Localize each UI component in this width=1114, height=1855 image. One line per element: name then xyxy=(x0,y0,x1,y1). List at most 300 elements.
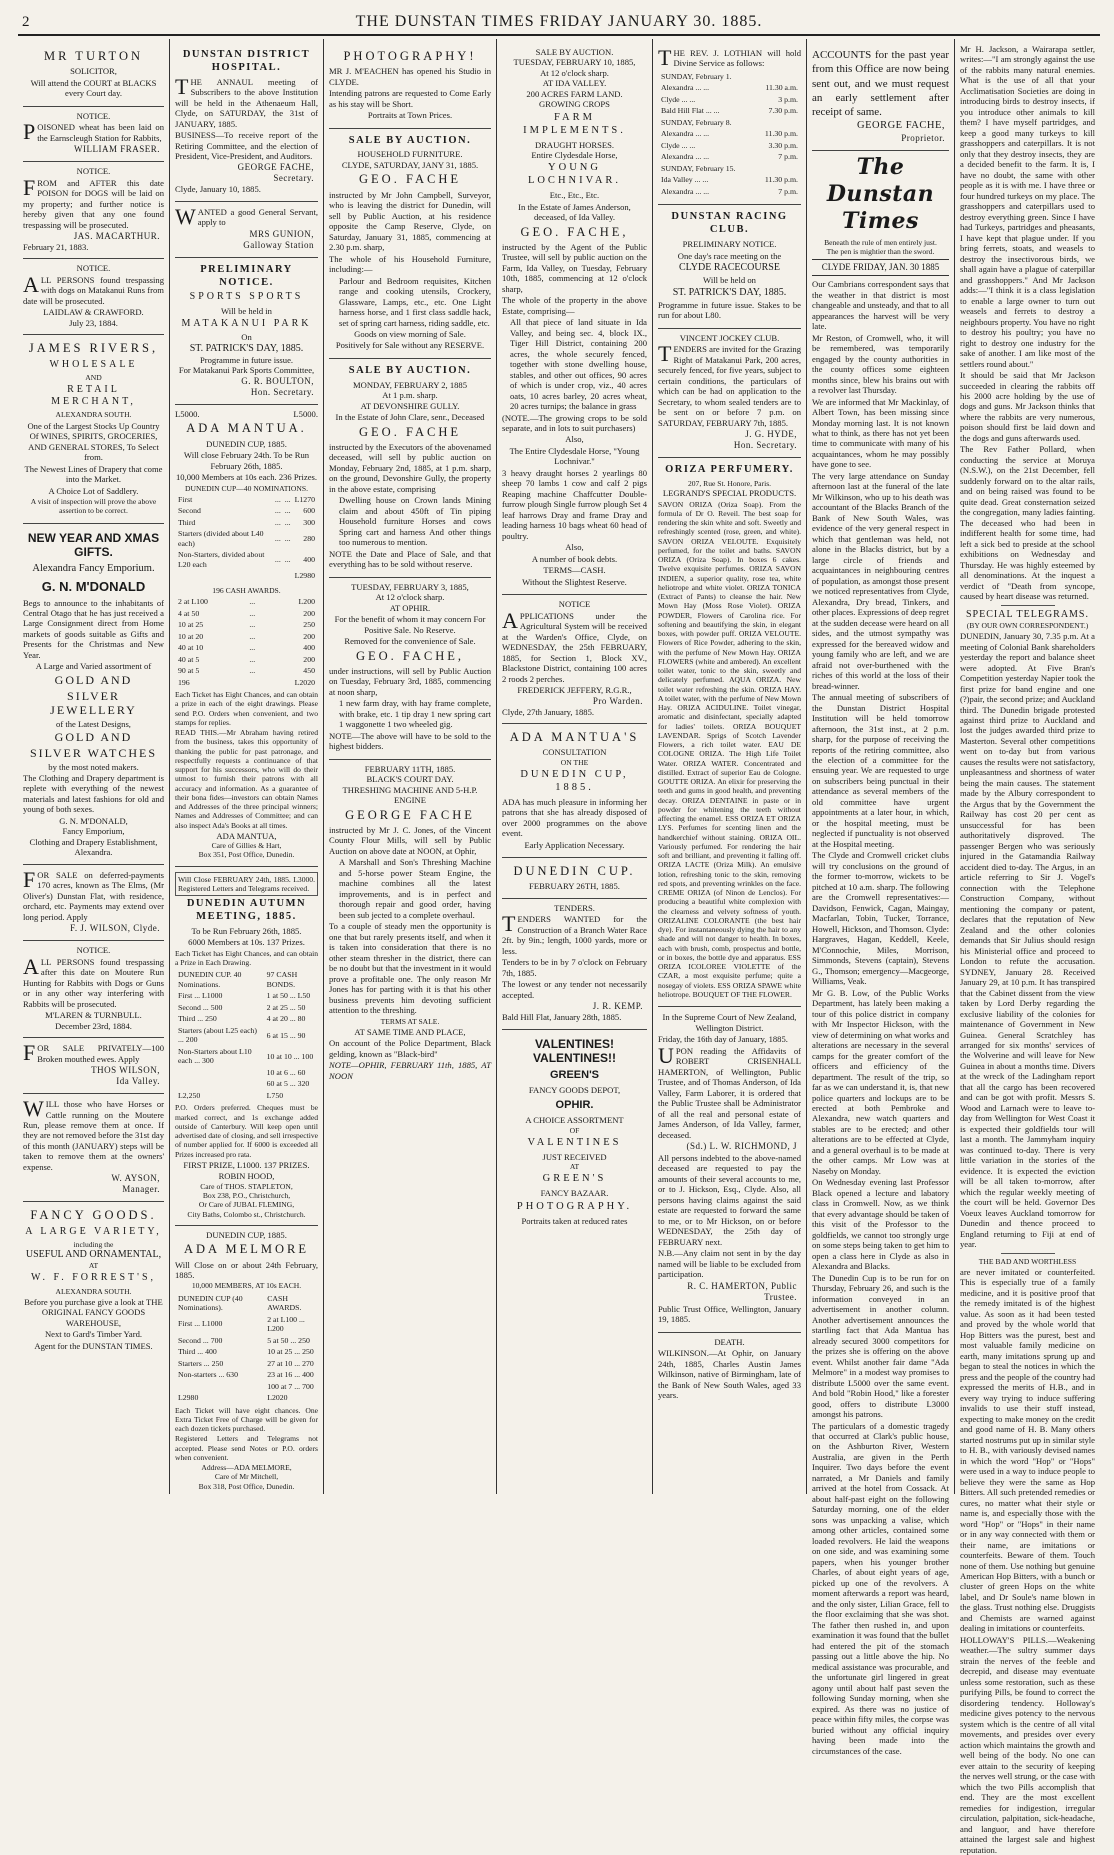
table-row xyxy=(660,95,799,105)
ad-text: Will be held in xyxy=(221,305,272,316)
ad-subheading: DRAUGHT HORSES. xyxy=(534,139,615,150)
ad-signature: Fancy Emporium, xyxy=(62,826,125,837)
ad-signature: Ida Valley. xyxy=(116,1076,160,1087)
table-cell: ... xyxy=(274,555,281,564)
ad-threshing xyxy=(329,760,491,1089)
table-row xyxy=(177,609,316,619)
ad-text: Also, xyxy=(565,542,584,553)
ad-text: Registered Letters and Telegrams not accepted. Please send Notes or P.O. orders when convenient. xyxy=(175,1434,318,1462)
ad-signature: Hon. Secretary. xyxy=(250,386,314,397)
ad-text: (NOTE.—The growing crops to be sold separate, and in lots to suit purchasers) xyxy=(502,412,647,433)
ad-ayson xyxy=(23,1094,164,1202)
ad-subheading: GROWING CROPS xyxy=(539,99,610,110)
ad-subheading: AT DEVONSHIRE GULLY. xyxy=(360,400,460,411)
ad-subheading: WHOLESALE xyxy=(49,358,138,370)
ad-text: FOR SALE PRIVATELY—100 Broken mouthed ewes. Apply xyxy=(23,1040,164,1066)
ad-signature: G. N. M'DONALD, xyxy=(59,815,128,826)
table-cell: DUNEDIN CUP. 40 Nominations. xyxy=(178,970,242,989)
ad-text: Will be held on xyxy=(703,275,756,286)
ad-text: Goods on view morning of Sale. xyxy=(354,328,466,339)
ad-signature: F. J. WILSON, Clyde. xyxy=(70,923,160,934)
table-cell: 400 xyxy=(303,555,315,564)
table-cell: L1270 xyxy=(294,494,315,504)
ad-signature: MRS GUNION, xyxy=(249,228,314,239)
ad-signature: J. G. HYDE, xyxy=(745,429,797,440)
column-1 xyxy=(18,39,170,1494)
table-cell: Starters (about L25 each) ... 200 xyxy=(178,1025,258,1045)
table-cell: Starters ... 250 xyxy=(178,1358,224,1368)
ad-text: All persons indebted to the above-named deceased are requested to pay the amounts of their several accounts to me, or to J. Hickson, Esq., Clyde. Also, all persons having claims against the said estate are requested to forward the same to me, or to Mr Hickson, on or before WEDNESDAY, the 25th day of FEBRUARY next. xyxy=(658,1152,801,1247)
section-heading: SPECIAL TELEGRAMS. xyxy=(965,608,1089,620)
ad-text: TERMS AT SALE. xyxy=(380,1016,440,1026)
ad-subheading: AT xyxy=(569,1162,580,1172)
table-cell: 200 xyxy=(303,631,315,641)
ad-heading: DUNSTAN RACING CLUB. xyxy=(671,211,788,236)
column-3 xyxy=(324,39,497,1494)
ad-text: The Clothing and Drapery department is replete with everything of the newest materials and latest fashions for old and young of both sexes. xyxy=(23,772,164,815)
ad-forrest xyxy=(23,1202,164,1358)
table-cell: 4 at 50 xyxy=(178,608,200,618)
ad-heading: SALE BY AUCTION. xyxy=(348,364,472,376)
table-cell: 11.30 a.m. xyxy=(765,83,798,93)
ad-subheading: AT OPHIR. xyxy=(389,602,431,613)
ad-text: NOTE—The above will have to be sold to the highest bidders. xyxy=(329,730,491,752)
ad-heading: NOTICE xyxy=(558,599,591,610)
ad-tenders xyxy=(502,899,647,1030)
ad-subheading: AND xyxy=(85,372,102,382)
table-cell: DUNEDIN CUP (40 Nominations). xyxy=(178,1293,243,1313)
ad-subheading: RETAIL MERCHANT, xyxy=(51,384,136,408)
ad-mdonald xyxy=(23,524,164,865)
article-paragraph: Mr G. B. Low, of the Public Works Department, has lately been making a tour of this police district in company with Mr Inspector Hickson, with the view of determining on what works and alterations are necessary in the several camps for the greater comfort of the officers and efficiency of the department. The result of the trip, so far as we can understand it, is, that new police quarters and lockups are to be erected at both Pembroke and Alexandra, new watch quarters and stables are to be erected; and other alterations are to be effected at Clyde, and a general overhaul is to be made at the other camps. Mr Low was at Naseby on Monday. xyxy=(812,987,949,1176)
ad-text: To a couple of steady men the opportunity is one that but rarely presents itself, and when it is taken into consideration that there is no other steam thresher in the district, there can be no doubt but that the investment in it would prove a profitable one. The only reason Mr Jones has for parting with it is that his other business prevents him devoting sufficient attention to the threshing. xyxy=(329,921,491,1016)
ad-text: Begs to announce to the inhabitants of Central Otago that he has just received a Large Consignment direct from Home markets of goods suitable as Gifts and Presents for the Christmas and New Year. xyxy=(23,597,164,660)
table-cell: 60 at 5 ... 320 xyxy=(266,1079,310,1089)
table-row xyxy=(177,1068,316,1078)
ad-heading: NOTICE. xyxy=(76,110,111,121)
table-row xyxy=(177,1347,316,1357)
ad-subheading: FANCY GOODS DEPOT, xyxy=(528,1085,621,1096)
ad-display: SILVER WATCHES xyxy=(29,745,158,760)
ad-text: Next to Gard's Timber Yard. xyxy=(44,1329,143,1340)
ad-heading: ADA MELMORE xyxy=(183,1242,310,1257)
ad-text: TENDERS WANTED for the Construction of a Branch Water Race 2ft. by 9in.; length, 1000 yards, more or less. xyxy=(502,911,647,956)
ad-subheading: OPHIR. xyxy=(555,1098,594,1111)
ad-subheading: ALEXANDRA SOUTH. xyxy=(55,1286,132,1296)
ad-heading: GEO. FACHE, xyxy=(355,648,465,663)
ad-dunedin-cup xyxy=(502,858,647,899)
ad-subheading: 207, Rue St. Honore, Paris. xyxy=(687,478,772,488)
table-row xyxy=(177,632,316,642)
ad-text: 6000 Members at 10s. 137 Prizes. xyxy=(188,937,305,948)
table-row xyxy=(177,550,316,569)
ad-text: instructed by the Executors of the abovenamed deceased, will sell by public auction on Monday, February 2nd, 1885, at 1 p.m. sharp, on the ground, Devonshire Gully, the property in the above estate, comprising xyxy=(329,441,491,494)
table-cell: Alexandra ... ... xyxy=(661,83,710,93)
ad-signature: M'LAREN & TURNBULL. xyxy=(45,1010,142,1021)
ad-signature: Address—ADA MELMORE, xyxy=(201,1463,292,1473)
ad-amount: L5000. xyxy=(293,408,318,419)
ad-subheading: JUST RECEIVED xyxy=(542,1151,607,1162)
ad-subheading: including the xyxy=(73,1239,114,1249)
ad-text: The whole of the property in the above Estate, comprising— xyxy=(502,295,647,316)
ad-text: THE REV. J. LOTHIAN will hold Divine Service as follows: xyxy=(658,45,801,70)
ad-subheading: ST. PATRICK'S DAY, 1885. xyxy=(672,286,787,298)
ad-text: WANTED a good General Servant, apply to xyxy=(175,203,318,229)
ad-text: A Choice Lot of Saddlery. xyxy=(48,485,139,496)
column-6 xyxy=(807,39,955,1756)
table-cell: 2 at 25 ... 50 xyxy=(266,1002,306,1012)
table-row xyxy=(177,655,316,665)
ad-heading: In the Supreme Court of New Zealand, Wellington District. xyxy=(662,1012,797,1033)
table-row xyxy=(660,187,799,197)
article-paragraph: On Wednesday evening last Professor Black opened a lecture and labatory class in Cromwell. Now, as we think that every advantage should be taken of this visit of the Professor to the goldfields, we cannot too strongly urge on some steps being taken to get him to open a class here in Clyde as also in Alexandra and Blacks. xyxy=(812,1177,949,1272)
page-number: 2 xyxy=(22,13,30,30)
table-cell: 6 at 15 ... 90 xyxy=(266,1030,306,1040)
table-row xyxy=(177,597,316,607)
ad-signature: (Sd.) L. W. RICHMOND, J xyxy=(686,1141,797,1151)
ad-heading: VINCENT JOCKEY CLUB. xyxy=(679,332,780,343)
ad-subheading: GREEN'S xyxy=(542,1173,607,1185)
ad-text: One of the Largest Stocks Up Country Of WINES, SPIRITS, GROCERIES, AND GENERAL STORES, To Select from. xyxy=(27,420,160,463)
ad-text: Will close February 24th. To be Run February 26th, 1885. xyxy=(183,450,310,471)
table-cell xyxy=(177,1068,264,1078)
ad-signature: R. C. HAMERTON, Public Trustee. xyxy=(687,1280,797,1302)
table-cell: L200 xyxy=(298,597,315,606)
ad-heading: SPORTS SPORTS xyxy=(189,291,304,303)
ad-subheading: USEFUL AND ORNAMENTAL, xyxy=(25,1249,162,1261)
table-row xyxy=(177,678,316,688)
ad-subheading: TUESDAY, FEBRUARY 10, 1885, xyxy=(513,57,636,68)
ad-signature: GEORGE FACHE, xyxy=(237,162,314,173)
ad-text: FIRST PRIZE, L1000. 137 PRIZES. xyxy=(183,1159,310,1170)
ad-text: Will Close on or about 24th February, 1885. xyxy=(175,1259,318,1280)
ad-signature: Or Care of JUBAL FLEMING, xyxy=(198,1200,295,1210)
ad-subheading: HOUSEHOLD FURNITURE. xyxy=(357,149,463,160)
ad-notice-macarthur xyxy=(23,162,164,259)
table-cell xyxy=(284,571,292,581)
ad-subheading: CLYDE RACECOURSE xyxy=(679,262,780,274)
ad-text: Dwelling house on Crown lands Mining claim and about 450ft of Tin piping Household furniture Horses and cows Spring cart and harness And other things too numerous to mention. xyxy=(339,495,491,548)
ad-heading: GEO. FACHE, xyxy=(520,224,629,239)
ad-subheading: W. F. FORREST'S, xyxy=(30,1272,157,1284)
table-cell: ... xyxy=(284,555,291,564)
table-row xyxy=(177,1359,316,1369)
ad-heading: SALE BY AUCTION. xyxy=(348,134,472,146)
table-cell: 600 xyxy=(303,506,315,516)
editorial-date: CLYDE FRIDAY, JAN. 30 1885 xyxy=(812,259,949,276)
ad-text: ALL PERSONS found trespassing with dogs on Matakanui Runs from date will be prosecuted. xyxy=(23,271,164,306)
table-cell: 4 at 20 ... 80 xyxy=(266,1014,306,1024)
ad-subheading: CLYDE, SATURDAY, JANY 31, 1885. xyxy=(341,159,479,170)
table-cell: Third ... 250 xyxy=(178,1014,217,1024)
table-cell: 200 xyxy=(303,608,315,618)
table-cell: 7.30 p.m. xyxy=(768,106,798,116)
table-cell: 3 p.m. xyxy=(778,94,798,104)
ad-text: The lowest or any tender not necessarily accepted. xyxy=(502,979,647,1000)
table-row xyxy=(660,83,799,93)
ad-text: SAVON ORIZA (Oriza Soap). From the formula of Dr O. Reveil. The best soap for rendering the skin white and soft. Sweetly and refreshingly scented (rose, green, and white). SAVON ORIZA VELOUTE. Exquisitely perfumed, for the toilet and baths. SAVON ORIZA (Oriza Soap). In boxes 6 cakes. Twelve exquisite perfumes. ORIZA SAVON INDIEN, a superior quality, rose tea, white heliotrope and white violet. ORIZA TONICA (Extract of Pants) to cleanse the hair. New Mown Hay (Moss Rose Violet). ORIZA POWDER, Flowers of Carolina rice. For softening and beautifying the skin, in elegant boxes, with powder puff. ORIZA VELOUTE. Flowers of Rice Powder, adhering to the skin, with the perfume of New Mown Hay. ORIZA FLOWERS (white and ambered). An excellent toilet water, tonic to the skin, sweetly and delicately perfumed. AQUA ORIZA. New toilet water refreshing the skin. ORIZA HAY. A toilet water, with the perfume of New Mown Hay. ORIZA ACIDULINE. Toilet vinegar, aromatic and disinfectant, specially adapted for ladies' toilets. ORIZA BOUQUET LAVENDAR. Sprigs of Scotch Lavender Flowers, a rich toilet water. EAU DE COLOGNE ORIZA. The High Life Toilet Water. ORIZA WATER. Concentrated and distilled. Extract of superior Eau de Cologne. GOUTTE ORIZA. An elixir for preserving the teeth and gums in good health, and preventing decay. ORIZA DENTAINE in paste or in powder for whitening the teeth without affecting the enamel. ESS ORIZA ET ORIZA LYS. Perfumes for scenting linen and the handkerchief without staining. ORIZA OIL. Variously perfumed. For rendering the hair soft and brilliant, and preventing it falling off. ORIZA LACTE (Oriza Milk). An emulsive lotion, refreshing tonic to the skin, removing red spots, and preventing wrinkles on the face. CREME ORIZA (of Ninon de Lenclos). For producing a beautiful white complexion with the clearness and velvety softness of youth. ORIZALINE COLORANTE (the best hair dye). For instantaneously dying the hair to any shade and will not danger to health. In boxes, each with brush, comb, prospectus and bottle, or in boxes, the bottle dye and apparatus. ESS ORIZA ICOLOREE VIOLETTE of the CZAR, a most exquisite perfume; quite a nosegay of violets. ESS ORIZA SPAWE white heliotrope. BOUQUET OF THE FLOWER. xyxy=(658,499,801,999)
ad-amount: L5000. xyxy=(175,408,200,419)
ad-signature: ADA MANTUA, xyxy=(216,830,277,841)
ad-rivers xyxy=(23,335,164,523)
table-row xyxy=(660,72,799,82)
ad-heading: NOTICE. xyxy=(76,263,111,274)
table-cell: Non-starters ... 630 xyxy=(178,1370,238,1380)
table-cell: ... xyxy=(249,666,256,675)
ad-subheading: SOLICITOR, xyxy=(70,66,117,77)
ad-subheading: ST. PATRICK'S DAY, 1885. xyxy=(189,342,304,354)
table-cell: 23 at 16 ... 400 xyxy=(267,1370,314,1380)
ad-subheading: LEGRAND'S SPECIAL PRODUCTS. xyxy=(662,488,797,499)
ad-turton xyxy=(23,43,164,107)
ad-subheading: ALEXANDRA SOUTH. xyxy=(55,410,132,420)
ad-signature: Hon. Secretary. xyxy=(733,440,797,451)
ad-subheading: FEBRUARY 26TH, 1885. xyxy=(529,881,620,892)
ad-text: A Large and Varied assortment of xyxy=(35,661,152,672)
ad-text: NOTE—OPHIR, FEBRUARY 11th, 1885, AT NOON xyxy=(329,1060,491,1081)
column-7 xyxy=(955,39,1100,1855)
ad-text: 10,000 MEMBERS, AT 10s EACH. xyxy=(191,1281,302,1291)
ad-subheading: 196 CASH AWARDS. xyxy=(212,585,281,595)
table-cell: L2980 xyxy=(294,571,315,581)
ad-text: TENDERS are invited for the Grazing Right of Matakanui Park, 200 acres, securely fenced, for five years, subject to certain conditions, the particulars of which can be had on application to the Secretary, to whom sealed tenders are to be sent on or before 7 p.m. on SATURDAY, FEBRUARY 7th, 1885. xyxy=(658,341,801,428)
ad-text: Also, xyxy=(565,434,584,445)
ad-heading: DUNEDIN AUTUMN MEETING, 1885. xyxy=(186,898,307,923)
table-cell xyxy=(756,118,799,128)
table-row xyxy=(177,571,316,581)
table-cell: 11.30 p.m. xyxy=(764,175,798,185)
prize-table xyxy=(175,968,318,1102)
prize-table xyxy=(175,493,318,583)
ad-text: THE ANNAUL meeting of Subscribers to the above Institution will be held in the Athenaeum Hall, Clyde, on SATURDAY, the 31st of JANUARY, 1885. xyxy=(175,73,318,129)
cash-awards-table xyxy=(175,595,318,689)
ad-sale-anderson xyxy=(502,43,647,595)
table-cell: 10 at 25 ... 250 xyxy=(267,1347,314,1357)
table-cell: L750 xyxy=(266,1090,284,1100)
article-paragraph: Mr Reston, of Cromwell, who, it will be remembered, was temporarily engaged by the county authorities in the county offices some eighteen months since, blew his brains out with a revolver last Thursday. xyxy=(812,332,949,396)
ad-autumn-meeting xyxy=(175,867,318,1226)
ad-signature: Box 351, Post Office, Dunedin. xyxy=(198,850,295,860)
ad-notice-laidlaw xyxy=(23,259,164,335)
table-cell: 10 at 6 ... 60 xyxy=(266,1067,306,1077)
ad-signature: Care of Mr Mitchell, xyxy=(214,1472,279,1482)
ad-heading: SALE BY AUCTION. xyxy=(535,47,614,57)
ad-date: Clyde, January 10, 1885. xyxy=(175,184,261,195)
ad-text: Programme in future issue. xyxy=(199,354,294,365)
ad-text: 3 heavy draught horses 2 yearlings 80 sheep 70 lambs 1 cow and calf 2 pigs Reaping machine Chaffcutter Double-furrow plough Single furrow plough Set 4 leaf harrows Dray and frame Dray and leading harness 10 bags wheat 60 head of poultry. xyxy=(502,467,647,541)
table-cell: Alexandra ... ... xyxy=(661,129,710,139)
table-cell: 400 xyxy=(303,643,315,652)
table-row xyxy=(177,1336,316,1346)
ad-text: by the most noted makers. xyxy=(48,761,139,772)
table-row xyxy=(177,666,316,676)
ad-signature: G. R. BOULTON, xyxy=(241,375,314,386)
ad-date: July 23, 1884. xyxy=(69,317,118,328)
table-cell: ... xyxy=(274,494,281,504)
table-row xyxy=(660,175,799,185)
ad-auction-ophir xyxy=(329,578,491,760)
ad-signature: JAS. MACARTHUR. xyxy=(73,231,160,242)
service-table xyxy=(658,70,801,199)
table-cell: ... xyxy=(249,643,256,652)
ad-text: 1 new farm dray, with hay frame complete, with brake, etc. 1 tip dray 1 new spring cart 1 waggonette 1 two wheeled gig. xyxy=(339,698,491,730)
ad-text: Will attend the COURT at BLACKS every Court day. xyxy=(30,77,157,99)
ad-signature: WILLIAM FRASER. xyxy=(74,144,160,155)
ad-text: Early Application Necessary. xyxy=(524,839,625,850)
ad-signature: City Baths, Colombo st., Christchurch. xyxy=(187,1209,306,1219)
table-cell: 11.30 p.m. xyxy=(764,129,798,139)
table-cell: ... xyxy=(249,597,256,606)
ad-text: WILL those who have Horses or Cattle running on the Moutere Run, please remove them at once. If they are not removed before the 31st day of this month (JANUARY) steps will be taken to remove them at the owners' expense. xyxy=(23,1096,164,1172)
table-row xyxy=(177,1014,316,1024)
table-cell: ... xyxy=(249,620,256,629)
ad-subheading: OF xyxy=(569,1125,580,1135)
table-cell: Alexandra ... ... xyxy=(661,152,710,162)
table-cell: L2020 xyxy=(294,677,315,687)
ad-text: READ THIS.—Mr Abraham having retired from the business, takes this opportunity of thanking the public for past patronage, and respectfully requests a continuance of that support for his successors, who will do their utmost to furnish their patrons with all accuracy and information. As a guarantee of their bona fides—investors can obtain Names and Addresses of the three principal winners; Names and Addresses of Committee; and can also inspect Ada's Books at all times. xyxy=(175,728,318,830)
ad-subheading: 200 ACRES FARM LAND. xyxy=(526,88,623,99)
ad-notice-mlaren xyxy=(23,941,164,1038)
ad-signature: Box 238, P.O., Christchurch, xyxy=(202,1191,291,1201)
newspaper-page xyxy=(18,10,1100,1855)
table-row xyxy=(660,118,799,128)
table-row xyxy=(177,620,316,630)
ad-heading: VALENTINES! VALENTINES!! xyxy=(532,1036,617,1066)
table-row xyxy=(177,1026,316,1045)
table-cell: 2 at L100 xyxy=(178,597,208,606)
ad-subheading: AT IDA VALLEY. xyxy=(542,78,607,89)
article-paragraph: The Dunedin Cup is to be run for on Thursday, February 26, and such is the information conveyed in an advertisement in another column. Another advertisement announces the startling fact that Ada Mantua has already secured 3000 competitors for the prizes she is offering on the above event. Whilst another fair dame "Ada Melmore" in a modest way promises to distribute L5000 over the same event. And bold "Robin Hood," like a forester good, offers to distribute L3000 amongst his patrons. xyxy=(812,1272,949,1420)
ad-text: Removed for the convenience of Sale. xyxy=(344,636,476,647)
table-cell: Second ... 500 xyxy=(178,1002,223,1012)
section-subheading: (BY OUR OWN CORRESPONDENT.) xyxy=(966,620,1089,630)
ad-heading: NEW YEAR AND XMAS GIFTS. xyxy=(27,530,160,560)
table-cell: ... xyxy=(284,517,291,527)
ad-heading: ADA MANTUA. xyxy=(186,421,307,436)
table-cell: Clyde ... ... xyxy=(661,94,696,104)
ad-subheading: DUNEDIN CUP, 1885. xyxy=(520,769,629,793)
table-cell: 2 at L100 ... L200 xyxy=(267,1314,305,1334)
ad-heading: GEORGE FACHE xyxy=(345,807,475,822)
ad-text: Agent for the DUNSTAN TIMES. xyxy=(34,1340,153,1351)
table-cell: SUNDAY, February 15. xyxy=(661,163,736,173)
table-row xyxy=(177,970,316,989)
table-cell xyxy=(756,72,799,82)
motto: The pen is mightier than the sword. xyxy=(826,246,935,256)
ad-heading: GEO. FACHE xyxy=(359,424,461,439)
ad-signature: W. AYSON, xyxy=(111,1173,160,1184)
ad-signature: J. R. KEMP. xyxy=(592,1001,643,1012)
ad-subheading: THRESHING MACHINE AND 5-H.P. ENGINE xyxy=(342,784,478,806)
ad-subheading: PRELIMINARY NOTICE. xyxy=(682,239,777,250)
article-paragraph: The Rev Father Pollard, when conducting the service at Moruya (N.S.W.), on the 21st December, fell suddenly forward on to the altar rails, and on being raised was found to be quite dead. Great consternation seized the congregation, many ladies fainting. The deceased who had been in indifferent health for some time, had left a sick bed to preside at the school exhibitions on Wednesday and Thursday. He was highly esteemed by all denominations. At the inquest a verdict of "Death from syncope, caused by heart disease was returned. xyxy=(960,444,1095,602)
ad-text: N.B.—Any claim not sent in by the day named will be liable to be excluded from participation. xyxy=(658,1248,801,1280)
table-cell: 90 at 5 xyxy=(178,666,200,675)
ad-subheading: VALENTINES xyxy=(527,1136,622,1148)
ad-heading: FANCY GOODS. xyxy=(30,1208,157,1223)
article-paragraph: are never imitated or counterfeited. This is especially true of a family medicine, and it is positive proof that the remedy imitated is of the highest value. As soon as it had been tested and proved by the whole world that Hop Bitters was the purest, best and most valuable family medicine on earth, many imitations sprung up and began to steal the notices in which the press and the people of the country had expressed the merits of H.B., and in every way trying to induce suffering invalids to use their stuff instead, expecting to make money on the credit and good name of H. B. Many others started nostrums put up in similar style to H. B., with variously devised names in which the word "Hop" or "Hops" were used in a way to induce people to believe they were the same as Hop Bitters. All such pretended remedies or cures, no matter what their style or name is, and especially those with the word "Hop" or "Hops" in their name or in any way connected with them or their name, are imitations or counterfeits. Beware of them. Touch none of them. Use nothing but genuine American Hop Bitters, with a bunch or cluster of green Hops on the white label, and Dr Soule's name blown in the glass. Trust nothing else. Druggists and Chemists are warned against dealing in imitations or counterfeits. xyxy=(960,1266,1095,1634)
ad-supreme-court xyxy=(658,1007,801,1333)
ad-date: Clyde, 27th January, 1885. xyxy=(502,706,595,717)
ad-text: NOTE the Date and Place of Sale, and that everything has to be sold without reserve. xyxy=(329,548,491,570)
ad-text: under instructions, will sell by Public Auction on Tuesday, February 3rd, 1885, commencing at noon sharp, xyxy=(329,665,491,697)
ad-text: ACCOUNTS for the past year from this Office are now being sent out, and we must request an early settlement after receipt of same. xyxy=(812,49,949,119)
ad-date: December 23rd, 1884. xyxy=(55,1020,132,1031)
table-cell: First xyxy=(178,494,193,504)
ad-subheading: YOUNG LOCHNIVAR. xyxy=(527,162,622,187)
table-cell: 1 at 50 ... L50 xyxy=(266,991,311,1001)
ad-subheading: ON THE xyxy=(560,757,589,767)
ad-lothian xyxy=(658,43,801,205)
table-row xyxy=(177,1370,316,1380)
table-cell xyxy=(177,571,272,581)
column-5 xyxy=(653,39,807,1494)
article-paragraph: Mr H. Jackson, a Wairarapa settler, writes:—"I am strongly against the use of the rabbits many natural enemies. What is the use of all that your Acclimatisation Societies are doing in introducing birds to destroy insects, if you introduce other animals to kill them? I have myself partridges, and keep a good many turkeys to kill grasshoppers and caterpillars. It is not only that they destroy insects, they are a decided benefit to the farm. It is, I have no doubt, the same with other people as it is with me. I have three or four hundred turkeys on my place. The grasshoppers and caterpillars used to destroy everything green. Since I have had Turkeys, partridges and pheasants, I have kept that plague under. If you bring ferrets, stoats, and weasels to destroy the insectivorous birds, we shall again have a plague of caterpillar and grasshoppers." And Mr Jackson adds:—"I think it is a class legislation to enable a large owner to turn out weasels and ferrets to destroy a neighbours property. You have no right to destroy his poultry; you have no right to destroy one industry for the sake of another. I am like most of the settlers round about." xyxy=(960,44,1095,369)
ad-heading: GEO. FACHE xyxy=(359,172,461,187)
ad-display: GOLD AND xyxy=(54,672,133,687)
ad-text: P.O. Orders preferred. Cheques must be marked correct, and 1s exchange added outside of Canterbury. Will keep open until advertised date of closing, and sell irrespective of number applied for. If 6000 is exceeded all Prizes increased pro rata. xyxy=(175,1103,318,1159)
ad-heading: DEATH. xyxy=(714,1336,745,1347)
table-row xyxy=(660,106,799,116)
table-cell: ... xyxy=(249,608,256,618)
ad-hospital xyxy=(175,43,318,202)
ad-text: MR J. M'EACHEN has opened his Studio in CLYDE. xyxy=(329,66,491,87)
ad-subheading: At 12 o'clock sharp. xyxy=(375,592,445,603)
ad-text: of the Latest Designs, xyxy=(56,718,131,729)
ad-text: Parlour and Bedroom requisites, Kitchen range and cooking utensils, Crockery, Glassware, Lamps, etc., etc. One Light harness horse, and 1 first class saddle hack, set of spring cart harness, riding saddle, etc. xyxy=(339,275,491,328)
ad-heading: ORIZA PERFUMERY. xyxy=(665,464,794,476)
ad-amounts xyxy=(175,409,318,419)
editorial xyxy=(812,154,949,1756)
table-cell: 3.30 p.m. xyxy=(768,140,798,150)
table-cell: Third ... 400 xyxy=(178,1347,217,1357)
table-cell: ... xyxy=(284,494,291,504)
table-row xyxy=(660,164,799,174)
table-cell xyxy=(177,1382,264,1392)
ad-heading: TENDERS. xyxy=(554,902,595,913)
ad-heading: PHOTOGRAPHY! xyxy=(343,49,477,63)
ad-heading: PRELIMINARY NOTICE. xyxy=(200,263,293,288)
ad-text: A number of book debts. xyxy=(531,553,618,564)
table-row xyxy=(177,1315,316,1334)
table-cell: 100 at 7 ... 700 xyxy=(267,1381,314,1391)
ad-text: POISONED wheat has been laid on the Earnscleugh Station for Rabbits, xyxy=(23,119,164,145)
ad-subheading: At 1 p.m. sharp. xyxy=(382,390,438,401)
article-paragraph: Our Cambrians correspondent says that the weather in that district is most changeable and unsteady, and that to all appearances the harvest will be very late. xyxy=(812,279,949,332)
ad-melmore xyxy=(175,1226,318,1497)
table-cell: 200 xyxy=(303,654,315,664)
table-row xyxy=(660,141,799,151)
ad-text: Each Ticket has Eight Chances, and can obtain a prize in each of the eight drawings. Please send P.O. Orders when convenient, and two stamps for replies. xyxy=(175,690,318,727)
article-paragraph: It should be said that Mr Jackson succeeded in clearing the rabbits off his 2000 acre holding by the use of dogs and guns. Mr Jackson thinks that where the rabbits are very numerous, poison should first be laid down and the dogs and guns afterwards used. xyxy=(960,370,1095,443)
article-paragraph: The Clyde and Cromwell cricket clubs will try conclusions on the ground of the former to-morrow, wickets to be pitched at 10 a.m. sharp. The following are the Cromwell representatives:—Davidson, Fenwick, Cagan, Maingay, Macfarlan, Tobin, Tucker, Torrance, Howell, Hickson, and Thomson. Clyde: Hargraves, Hagan, Keddell, Keele, M'Connochie, Miles, Morrison, Simmonds, Stevens (captain), Stevens G., Thomson; emergency—Macgeorge, Williams, Veak. xyxy=(812,850,949,987)
ad-box: Will Close FEBRUARY 24th, 1885. L3000. Registered Letters and Telegrams received. xyxy=(175,872,318,897)
ad-signature: Care of THOS. STAPLETON, xyxy=(200,1181,293,1191)
ad-subheading: PHOTOGRAPHY. xyxy=(516,1200,633,1212)
ad-sports xyxy=(175,258,318,405)
section-heading: THE BAD AND WORTHLESS xyxy=(978,1256,1077,1266)
ad-subheading: Alexandra Fancy Emporium. xyxy=(32,562,155,574)
motto: Beneath the rule of men entirely just. xyxy=(824,237,937,247)
ad-accounts xyxy=(812,43,949,151)
table-cell xyxy=(756,164,799,174)
table-row xyxy=(177,1393,316,1403)
table-cell: SUNDAY, February 1. xyxy=(661,71,732,81)
ad-text: FOR SALE on deferred-payments 170 acres, known as The Elms, (Mr Oliver's) Dunstan Flat, with residence, orchard, etc. Payments may extend over long period. Apply xyxy=(23,866,164,922)
ad-text: A visit of inspection will prove the above assertion to be correct. xyxy=(30,497,157,516)
ad-jockey-club xyxy=(658,329,801,458)
ad-signature: Care of Gillies & Hart, xyxy=(211,841,282,851)
